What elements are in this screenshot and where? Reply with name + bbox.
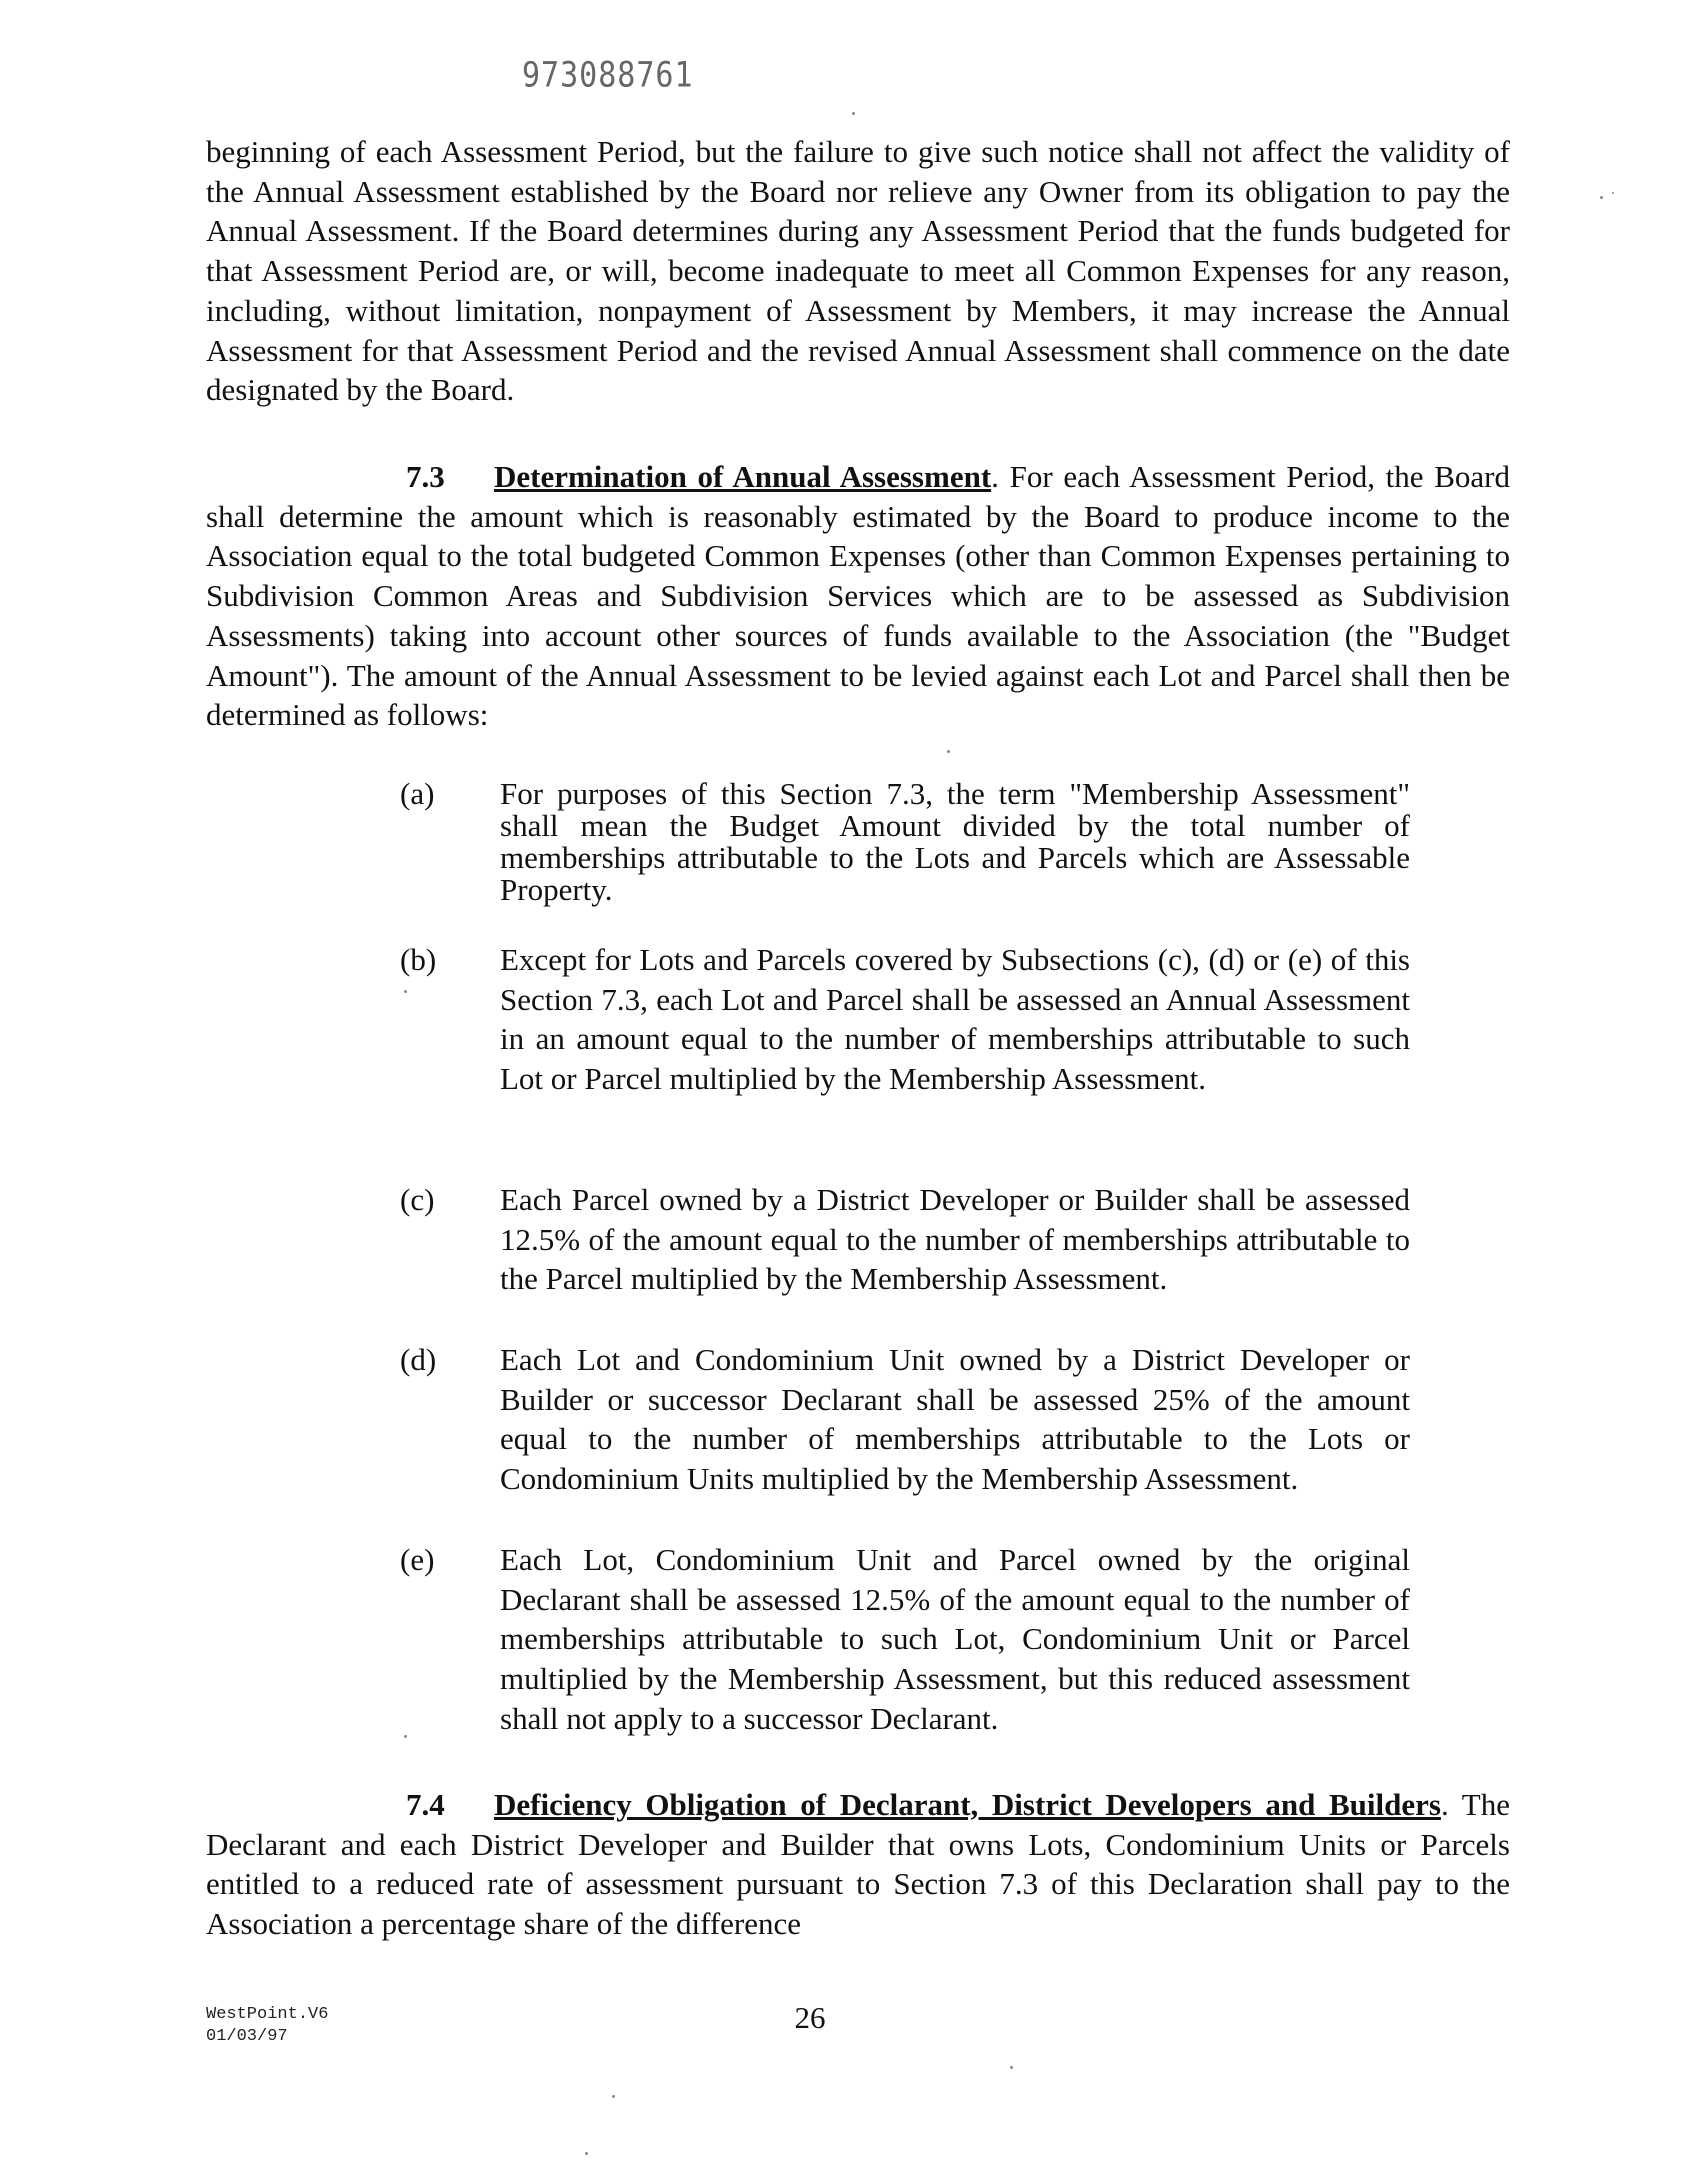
footer-document-id	[206, 2004, 328, 2048]
intro-paragraph: beginning of each Assessment Period, but the failure to give such notice shall not affect the validity of the Annual Assessment established by the Board nor relieve any Owner from its obligation to pay the Annual Assessment. If the Board determines during any Assessment Period that the funds budgeted for that Assessment Period are, or will, become inadequate to meet all Common Expenses for any reason, including, without limitation, nonpayment of Assessment by Members, it may increase the Annual Assessment for that Assessment Period and the revised Annual Assessment shall commence on the date designated by the Board.	[206, 134, 1510, 408]
list-item-text: Each Lot and Condominium Unit owned by a District Developer or Builder or successor Declarant shall be assessed 25% of the amount equal to the number of memberships attributable to the Lots or Condominium Units multiplied by the Membership Assessment.	[500, 1342, 1410, 1497]
scan-speck	[585, 2152, 588, 2155]
section-title: Determination of Annual Assessment	[494, 459, 992, 494]
scan-speck	[404, 1735, 407, 1738]
document-stamp-number: 973088761	[522, 55, 694, 96]
list-item-e	[400, 1540, 1410, 1739]
list-item-label: (e)	[400, 1542, 435, 1577]
list-item-b	[400, 940, 1410, 1099]
section-7-3	[206, 457, 1510, 735]
footer-date: 01/03/97	[206, 2027, 288, 2046]
scan-speck	[1010, 2066, 1013, 2069]
scan-speck	[1600, 196, 1603, 199]
section-number: 7.3	[406, 459, 445, 494]
list-item-label: (c)	[400, 1182, 435, 1217]
list-item-d	[400, 1340, 1410, 1499]
list-item-a	[400, 778, 1410, 906]
list-item-c	[400, 1180, 1410, 1299]
list-item-text: Except for Lots and Parcels covered by Subsections (c), (d) or (e) of this Section 7.3, each Lot and Parcel shall be assessed an Annual Assessment in an amount equal to the number of memberships attributable to such Lot or Parcel multiplied by the Membership Assessment.	[500, 942, 1410, 1097]
scan-speck	[1612, 192, 1614, 194]
scan-speck	[947, 750, 950, 753]
section-body: . The Declarant and each District Developer and Builder that owns Lots, Condominium Units or Parcels entitled to a reduced rate of assessment pursuant to Section 7.3 of this Declaration shall pay to the Association a percentage share of the difference	[206, 1787, 1510, 1942]
list-item-text: Each Lot, Condominium Unit and Parcel owned by the original Declarant shall be assessed 12.5% of the amount equal to the number of memberships attributable to such Lot, Condominium Unit or Parcel multiplied by the Membership Assessment, but this reduced assessment shall not apply to a successor Declarant.	[500, 1542, 1410, 1736]
section-number: 7.4	[406, 1787, 445, 1822]
scan-speck	[852, 112, 855, 115]
list-item-label: (a)	[400, 776, 435, 811]
section-7-4	[206, 1785, 1510, 1944]
section-body: . For each Assessment Period, the Board shall determine the amount which is reasonably estimated by the Board to produce income to the Association equal to the total budgeted Common Expenses (other than Common Expenses pertaining to Subdivision Common Areas and Subdivision Services which are to be assessed as Subdivision Assessments) taking into account other sources of funds available to the Association (the "Budget Amount"). The amount of the Annual Assessment to be levied against each Lot and Parcel shall then be determined as follows:	[206, 459, 1511, 733]
scan-speck	[612, 2095, 615, 2098]
list-item-label: (d)	[400, 1342, 437, 1377]
footer-doc-name: WestPoint.V6	[206, 2005, 329, 2024]
section-title: Deficiency Obligation of Declarant, District Developers and Builders	[494, 1787, 1441, 1822]
scan-speck	[404, 990, 407, 993]
list-item-label: (b)	[400, 942, 437, 977]
list-item-text: For purposes of this Section 7.3, the term "Membership Assessment" shall mean the Budget Amount divided by the total number of memberships attributable to the Lots and Parcels which are Assessable Property.	[500, 776, 1410, 907]
page-number: 26	[794, 2000, 826, 2035]
list-item-text: Each Parcel owned by a District Developer or Builder shall be assessed 12.5% of the amount equal to the number of memberships attributable to the Parcel multiplied by the Membership Assessment.	[500, 1182, 1410, 1297]
